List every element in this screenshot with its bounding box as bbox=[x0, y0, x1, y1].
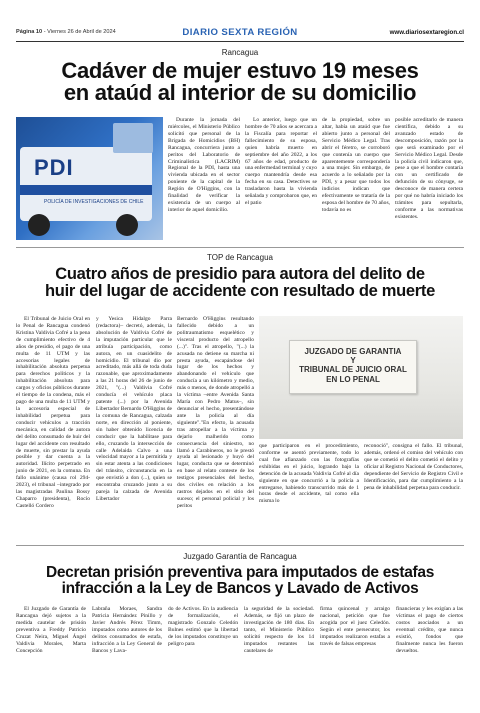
article3-column-5: firma quincenal y arraigo nacional, petición que fue acogida por el juez Celedón. Según el ente persecutor, los imputados realizaron estafas a través de falsas empresas bbox=[320, 606, 390, 647]
article2-photo-court-sign: JUZGADO DE GARANTIA Y TRIBUNAL DE JUICIO ORAL EN LO PENAL bbox=[259, 316, 463, 439]
article-divider-2 bbox=[16, 545, 464, 546]
article1-column-1: Durante la jornada del miércoles, el Ministerio Público solicitó que personal de la Brigada de Homicidios (BH) Rancagua, concurriera junto a peritos del Laboratorio de Criminalística (LACRIM) Regional de la PDI, hasta una vivienda ubicada en el sector poniente de la capital de la Región de O'Higgins, con la finalidad de verificar la existencia de un cuerpo al interior de aquel domicilio. bbox=[168, 117, 240, 213]
article3-column-4: la seguridad de la sociedad. Además, se fijó un plazo de investigación de 180 días. En tanto, el Ministerio Público solicitó respecto de los 14 imputados restantes las cautelares de bbox=[244, 606, 314, 654]
article-divider bbox=[16, 247, 464, 248]
article2-column-1: El Tribunal de Juicio Oral en lo Penal de Rancagua condenó Kristina Valdivia Cofré a la pena de cumplimiento efectivo de 4 años de presidio, el pago de una multa de 11 UTM y las accesorias legales de inhabilitación absoluta perpetua para derechos políticos y la inhabilitación absoluta para cargos y oficios públicos durante el tiempo de la condena, más el pago de una multa de 11 UTM y la accesoria especial de inhabilidad perpetua para conducir vehículos a tracción mecánica, en calidad de autora del delito consumado de huir del lugar del accidente con resultado de muerte, sin prestar la ayuda posible y dar cuenta a la autoridad. Ilícito perpetrado en junio de 2021, en la comuna. En fallo unánime (causa rol 294-2023), el tribunal –integrado por las magistradas Paulina Bossy Chaparro (presidenta), Rocío Castelló Cordero bbox=[16, 316, 90, 509]
article3-column-3: do de Activos. En la audiencia de formalización, el magistrado Gonzalo Celedón Bulnes estimó que la libertad de los imputados constituye un peligro para bbox=[168, 606, 238, 647]
article2-column-2: y Yesica Hidalgo Parra (redactora)– decretó, además, la absolución de Valdivia Cofré de la imputación particular que le atribuía participación, como autora, en un cuasidelito de homicidio. El tribunal dio por acreditado, más allá de toda duda razonable, que aproximadamente a las 21 horas del 26 de junio de 2021, "(...) Valdivia Cofré conducía el vehículo placa patente (...) por la Avenida Libertador Bernardo O'Higgins de la comuna de Rancagua, calzada norte, en dirección al poniente, sin haber obtenido licencia de conducir que la habilitase para ello, cruzando la intersección de calle Adelaida Calvo a una velocidad mayor a la permitida y sin estar atenta a las condiciones del tránsito, circunstancia en la que envistió a don (...), quien se encontraba cruzando junto a su pareja la calzada de Avenida Libertador bbox=[96, 316, 173, 502]
section-title: DIARIO SEXTA REGIÓN bbox=[182, 26, 298, 38]
article2-kicker: TOP de Rancagua bbox=[207, 253, 273, 262]
article1-headline: Cadáver de mujer estuvo 19 meses en ataúd al interior de su domicilio bbox=[61, 58, 419, 106]
article3-column-2: Labraña Moraes, Sandra Patricia Hernández Pinillo y Javier Andrés Pérez Timm, imputados como autores de los delitos consumados de estafa, infracción a la Ley General de Bancos y Lava- bbox=[92, 606, 162, 654]
article1-column-2: Lo anterior, luego que un hombre de 70 años se acercara a la Fiscalía para reportar el fallecimiento de su esposa, quien habría muerto en septiembre del año 2022, a los 67 años de edad, producto de una enfermedad terminal y cuyo cuerpo mantendría desde esa fecha en su casa. Detectives se trasladaron hasta la vivienda señalada y comprobaron que, en el patio bbox=[245, 117, 317, 207]
page-number-date: Página 10 - Viernes 26 de Abril de 2024 bbox=[16, 29, 116, 35]
article2-column-5: reconoció", consigna el fallo. El tribunal, además, ordenó el comiso del vehículo con que se cometió el delito cometió el delito y oficiar al Registro Nacional de Conductores, dependiente del Servicio de Registro Civil e Identificación, para dar cumplimiento a la pena de inhabilidad perpetua para conducir. bbox=[364, 443, 463, 491]
article1-column-3: de la propiedad, sobre un altar, había un ataúd que fue abierto junto a personal del Servicio Médico Legal. Tras abrir el féretro, se corroboró que contenía un cuerpo que aparentemente correspondería a una mujer. Sin embargo, de acuerdo a lo señalado por la PDI, y a pesar que todos los indicios indican que efectivamente se trataría de la esposa del hombre de 70 años, todavía no es bbox=[322, 117, 390, 213]
article2-headline: Cuatro años de presidio para autora del delito de huir del lugar de accidente con resultado de muerte bbox=[45, 265, 435, 300]
website-link[interactable]: www.diariosextaregion.cl bbox=[389, 28, 464, 36]
article1-kicker: Rancagua bbox=[221, 48, 259, 57]
article3-kicker: Juzgado Garantía de Rancagua bbox=[183, 552, 297, 561]
page-header bbox=[16, 25, 464, 39]
article2-column-3: Bernardo O'Higgins resultando fallecido debido a un politraumatismo esquelético y visceral producto del atropello (...)". Tras el atropello, "(...) la acusada no detiene su marcha ni presta ayuda, escapándose del lugar de los hechos y abandonando el vehículo que conducía a un kilómetro y medio, más o menos, de donde atropelló a la víctima –entre Avenida Santa María con Pedro Matus–, sin denunciar el hecho, presentándose ante la policía al día siguiente"."En efecto, la acusada tras atropellar a la víctima y dejarlo malherido como consecuencia del siniestro, no llamó a Carabineros, no le prestó ayuda al lesionado y huyó del lugar, conducta que se determinó en base al relato conteste de los testigos presenciales del hecho, dos civiles en relación a los rastros dejados en el sitio del suceso; el personal policial y los peritos bbox=[177, 316, 254, 509]
article1-column-4: posible acreditarlo de manera científica, debido a su avanzado estado de descomposición, razón por la que será examinado por el Servicio Médico Legal. Desde la policía civil indicaron que, pese a que el hombre contaría con un certificado de defunción de su cónyuge, se desconoce de manera certera por qué no habría iniciado los trámites para sepultarla, conforme a las normativas existentes. bbox=[395, 117, 463, 220]
article3-column-6: financieras y les exigían a las víctimas el pago de ciertos costos asociados a un eventual crédito, que nunca existió, fondos que finalmente nunca les fueron devueltos. bbox=[396, 606, 463, 654]
article3-headline: Decretan prisión preventiva para imputados de estafas infracción a la Ley de Bancos y Lavado de Activos bbox=[45, 564, 435, 597]
article2-column-4: que participaron en el procedimiento, conforme se asentó previamente, todo lo cual fue afianzado con las fotografías exhibidas en el juicio, logrando bajo la detención de la acusada Valdivia Cofré al día siguiente en que concurrió a la policía a entregarse, habiendo transcurrido más de 1 horas desde el accidente, tal como ella misma lo bbox=[259, 443, 359, 505]
header-rule bbox=[16, 41, 464, 42]
article1-photo-pdi-vehicle: PDI POLICÍA DE INVESTIGACIONES DE CHILE bbox=[16, 117, 163, 240]
article3-column-1: El Juzgado de Garantía de Rancagua dejó sujetos a la medida cautelar de prisión preventiva a Freddy Patricio Cruzat Neira, Miguel Ángel Valdivia Morales, Marta Concepción bbox=[16, 606, 86, 654]
